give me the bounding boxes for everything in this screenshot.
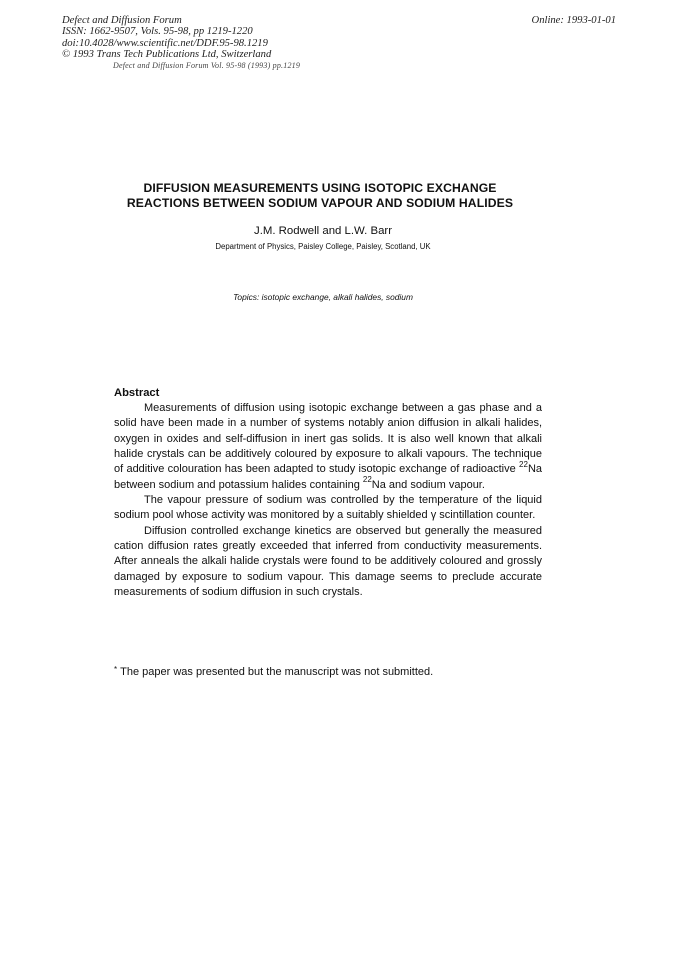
footnote-text: The paper was presented but the manuscript was not submitted.	[120, 666, 434, 678]
running-head: Defect and Diffusion Forum Vol. 95-98 (1993) pp.1219	[113, 61, 301, 70]
p1-text-b: Na between sodium and potassium halides containing	[114, 463, 542, 491]
isotope-superscript-1: 22	[519, 459, 528, 469]
issn-line: ISSN: 1662-9507, Vols. 95-98, pp 1219-1220	[62, 26, 253, 38]
abstract-section	[114, 386, 542, 600]
abstract-paragraph-2: The vapour pressure of sodium was controlled by the temperature of the liquid sodium pool whose activity was monitored by a suitably shielded γ scintillation counter.	[114, 494, 542, 522]
topics: Topics: isotopic exchange, alkali halides, sodium	[233, 292, 413, 302]
online-date: Online: 1993-01-01	[531, 15, 616, 26]
doi-line: doi:10.4028/www.scientific.net/DDF.95-98.1219	[62, 37, 268, 49]
p1-text-a: Measurements of diffusion using isotopic exchange between a gas phase and a solid have been made in a number of systems notably anion diffusion in alkali halides, oxygen in oxides and self-diffusion in inert gas solids. It is also well known that alkali halide crystals can be additively coloured by exposure to alkali vapours. The technique of additive colouration has been adapted to study isotopic exchange of radioactive	[114, 402, 542, 476]
journal-name: Defect and Diffusion Forum	[62, 15, 182, 26]
title-line-1: DIFFUSION MEASUREMENTS USING ISOTOPIC EXCHANGE	[143, 181, 497, 195]
isotope-superscript-2: 22	[362, 475, 372, 485]
abstract-paragraph-3: Diffusion controlled exchange kinetics are observed but generally the measured cation diffusion rates greatly exceeded that inferred from conductivity measurements. After anneals the alkali halide crystals were found to be additively coloured and grossly damaged by exposure to sodium vapour. This damage seems to preclude accurate measurements of sodium diffusion in such crystals.	[114, 524, 542, 599]
abstract-heading: Abstract	[114, 387, 160, 399]
citation-block	[62, 15, 271, 60]
footnote-marker: *	[114, 665, 118, 674]
copyright-line: © 1993 Trans Tech Publications Ltd, Switzerland	[62, 48, 272, 60]
footnote	[114, 666, 433, 678]
authors: J.M. Rodwell and L.W. Barr	[254, 225, 392, 237]
title-line-2: REACTIONS BETWEEN SODIUM VAPOUR AND SODIUM HALIDES	[126, 196, 514, 210]
p1-text-c: Na and sodium vapour.	[371, 478, 485, 491]
affiliation: Department of Physics, Paisley College, Paisley, Scotland, UK	[215, 242, 431, 251]
paper-title	[0, 181, 640, 211]
abstract-paragraph-1	[114, 401, 542, 493]
